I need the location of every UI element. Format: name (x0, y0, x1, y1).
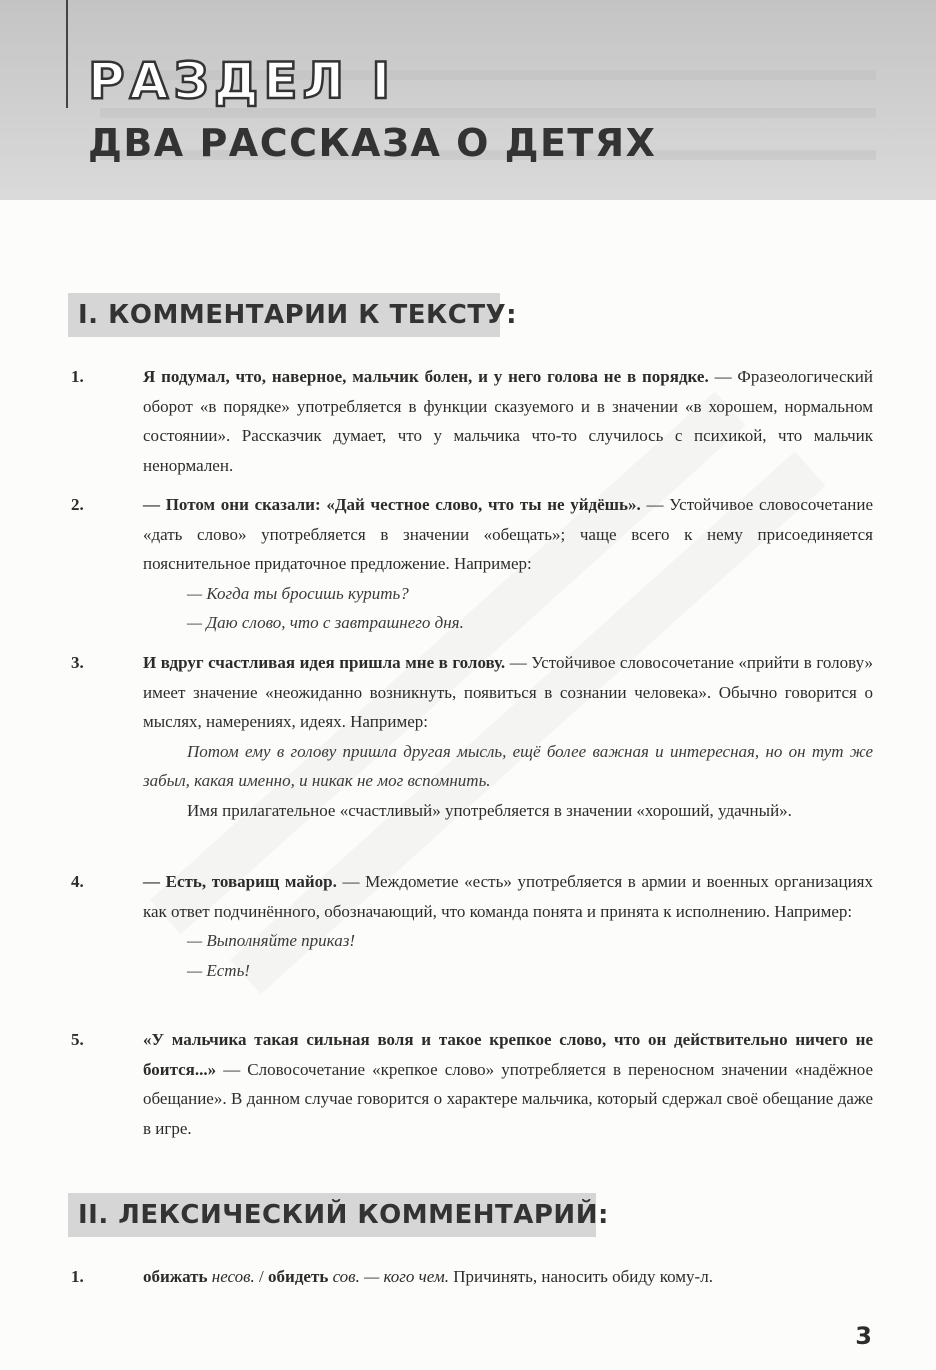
item-number: 3. (71, 653, 84, 672)
item-explanation: — Фразеологический оборот «в порядке» употребляется в функции сказуемого и в значении «в хорошем, нормальном состоянии». Рассказчик думает, что у мальчика что-то случилось с психикой, что мальчик ненормален. (143, 367, 874, 475)
page-number: 3 (855, 1322, 872, 1350)
item-explanation: — Словосочетание «крепкое слово» употребляется в переносном значении «надёжное обещание». В данном случае говорится о характере мальчика, который сдержал своё обещание даже в игре. (143, 1059, 873, 1138)
chapter-banner (0, 0, 936, 200)
lex-aspect-perfective: сов. (332, 1267, 360, 1286)
heading-lexical (68, 1193, 609, 1237)
example-quote: Потом ему в голову пришла другая мысль, ещё более важная и интересная, но он тут же забыл, какая именно, и никак не мог вспомнить. (143, 741, 873, 790)
comment-item-5 (71, 1025, 873, 1143)
heading-comments-text: I. КОММЕНТАРИИ К ТЕКСТУ: (78, 300, 518, 330)
comment-item-1 (71, 362, 874, 480)
chapter-title: ДВА РАССКАЗА О ДЕТЯХ (88, 121, 657, 165)
comment-item-3 (71, 648, 873, 825)
item-number: 2. (71, 495, 84, 514)
item-phrase: — Потом они сказали: «Дай честное слово, что ты не уйдёшь». (143, 495, 641, 514)
lex-government: — кого чем. (364, 1267, 449, 1286)
lex-aspect-imperfective: несов. (211, 1267, 255, 1286)
lex-definition: Причинять, наносить обиду кому-л. (453, 1267, 713, 1286)
comment-item-4 (71, 867, 873, 985)
example-line: — Есть! (187, 960, 250, 980)
heading-comments (68, 293, 518, 337)
item-explanation: — Устойчивое словосочетание «прийти в голову» имеет значение «неожиданно возникнуть, появиться в сознании человека». Обычно говорится о мыслях, намерениях, идеях. Например: (143, 653, 873, 731)
item-explanation: — Междометие «есть» употребляется в армии и военных организациях как ответ подчинённого, обозначающий, что команда понята и принята к исполнению. Например: (143, 872, 873, 921)
lex-word-imperfective: обижать (143, 1267, 208, 1286)
example-line: — Даю слово, что с завтрашнего дня. (187, 613, 464, 632)
item-note: Имя прилагательное «счастливый» употребляется в значении «хороший, удачный». (187, 800, 792, 820)
example-line: — Когда ты бросишь курить? (187, 583, 409, 603)
item-phrase: И вдруг счастливая идея пришла мне в голову. (143, 653, 506, 672)
comment-item-2 (71, 490, 874, 638)
item-phrase: Я подумал, что, наверное, мальчик болен, и у него голова не в порядке. (143, 367, 709, 386)
item-phrase: — Есть, товарищ майор. (143, 872, 337, 891)
item-number: 1. (71, 367, 84, 386)
item-number: 1. (71, 1267, 84, 1286)
item-number: 4. (71, 872, 84, 891)
lexical-item-1 (71, 1262, 873, 1292)
item-number: 5. (71, 1030, 84, 1049)
lex-word-perfective: обидеть (268, 1267, 329, 1286)
heading-lexical-text: II. ЛЕКСИЧЕСКИЙ КОММЕНТАРИЙ: (78, 1200, 609, 1230)
item-explanation: — Устойчивое словосочетание «дать слово» употребляется в значении «обещать»; чаще всего к нему присоединяется пояснительное придаточное предложение. Например: (143, 495, 874, 573)
section-heading: РАЗДЕЛ I (88, 52, 396, 110)
example-line: — Выполняйте приказ! (187, 931, 355, 950)
item-phrase: «У мальчика такая сильная воля и такое крепкое слово, что он действительно ничего не боится...» (143, 1030, 873, 1079)
banner-rule (66, 0, 68, 108)
lex-separator: / (254, 1267, 269, 1286)
